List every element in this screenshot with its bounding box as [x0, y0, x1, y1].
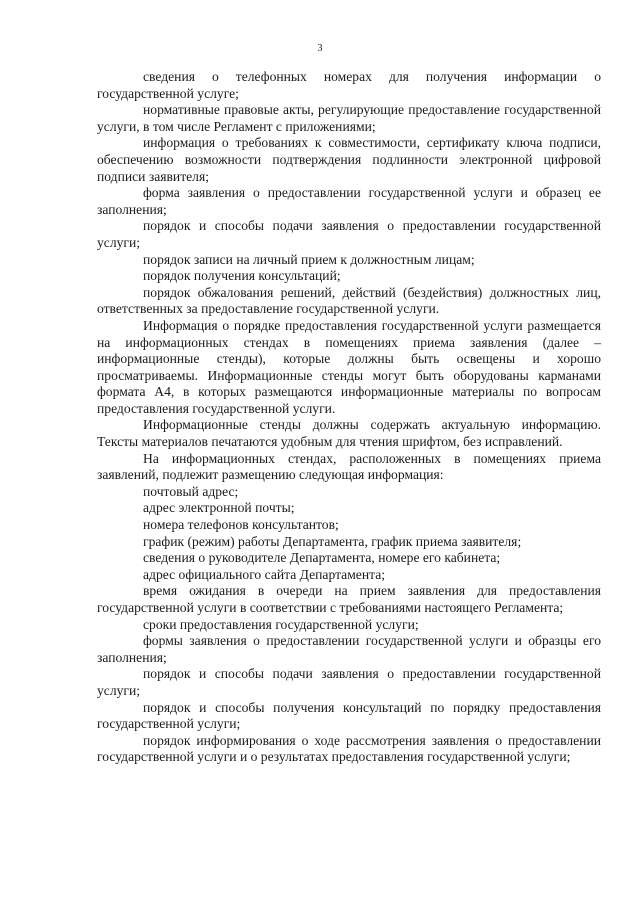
paragraph: сведения о телефонных номерах для получения информации о государственной услуге;	[97, 69, 601, 101]
paragraph: форма заявления о предоставлении государственной услуги и образец ее заполнения;	[97, 185, 601, 217]
paragraph: сведения о руководителе Департамента, номере его кабинета;	[143, 550, 501, 566]
paragraph: график (режим) работы Департамента, график приема заявителя;	[143, 533, 522, 549]
paragraph: номера телефонов консультантов;	[143, 517, 339, 533]
paragraph: сроки предоставления государственной услуги;	[143, 616, 419, 632]
paragraph: время ожидания в очереди на прием заявления для предоставления государственной услуги в соответствии с требованиями настоящего Регламента;	[97, 583, 601, 615]
paragraph: порядок обжалования решений, действий (бездействия) должностных лиц, ответственных за предоставление государственной услуги.	[97, 284, 601, 317]
paragraph: порядок и способы подачи заявления о предоставлении государственной услуги;	[97, 218, 601, 250]
paragraph: почтовый адрес;	[143, 483, 239, 499]
paragraph: порядок получения консультаций;	[143, 268, 341, 284]
paragraph: порядок и способы подачи заявления о предоставлении государственной услуги;	[97, 666, 601, 698]
paragraph: порядок информирования о ходе рассмотрения заявления о предоставлении государственной услуги и о результатах предоставления государственной услуги;	[97, 732, 601, 765]
paragraph: Информационные стенды должны содержать актуальную информацию. Тексты материалов печатаются удобным для чтения шрифтом, без исправлений.	[97, 417, 601, 450]
paragraph: нормативные правовые акты, регулирующие предоставление государственной услуги, в том числе Регламент с приложениями;	[97, 102, 601, 134]
paragraph: адрес официального сайта Департамента;	[143, 566, 386, 582]
paragraph: порядок и способы получения консультаций по порядку предоставления государственной услуги;	[97, 699, 601, 732]
paragraph: порядок записи на личный прием к должностным лицам;	[143, 251, 475, 267]
page-number: 3	[317, 43, 323, 54]
paragraph: адрес электронной почты;	[143, 500, 295, 516]
paragraph: формы заявления о предоставлении государственной услуги и образцы его заполнения;	[97, 633, 601, 665]
paragraph: Информация о порядке предоставления государственной услуги размещается на информационных стендах в помещениях приема заявления (далее – информационные стенды), которые должны быть освещены и хорошо просматриваемы. Информационные стенды могут быть оборудованы карманами формата А4, в которых размещаются информационные материалы по вопросам предоставления государственной услуги.	[97, 317, 601, 416]
document-body	[97, 69, 601, 766]
paragraph: информация о требованиях к совместимости, сертификату ключа подписи, обеспечению возможности подтверждения подлинности электронной цифровой подписи заявителя;	[97, 135, 601, 184]
paragraph: На информационных стендах, расположенных в помещениях приема заявлений, подлежит размещению следующая информация:	[97, 450, 601, 483]
